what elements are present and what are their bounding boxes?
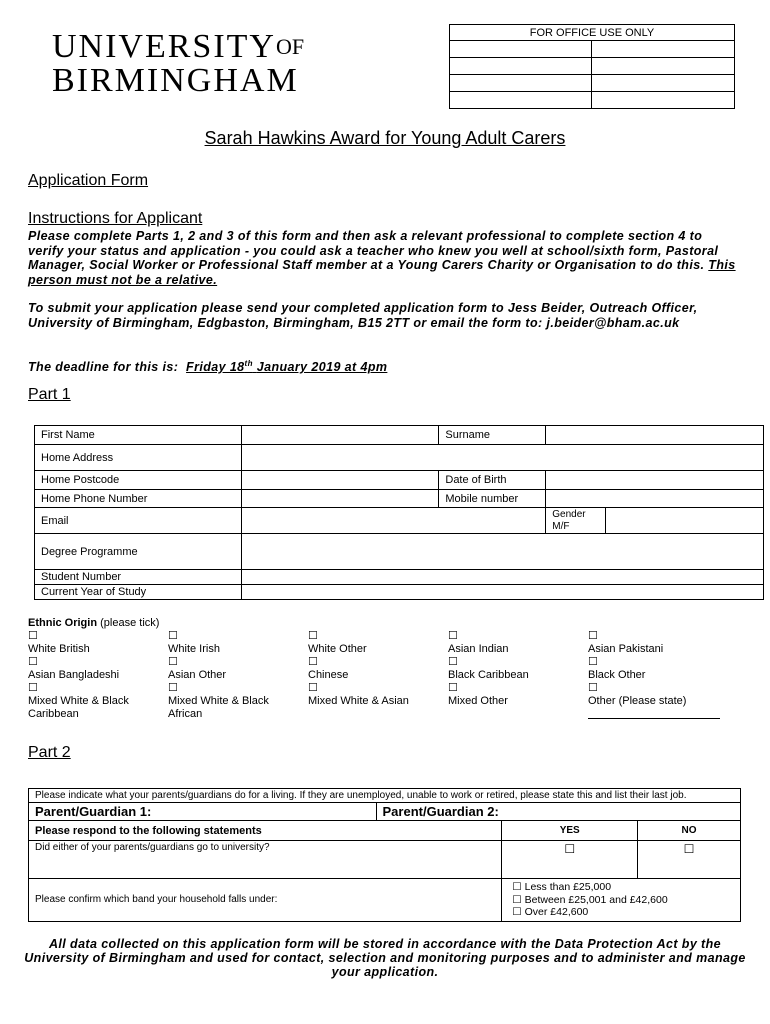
office-cell <box>592 58 735 75</box>
ethnic-option <box>448 630 578 656</box>
ethnic-checkbox[interactable]: ☐ <box>308 656 318 668</box>
ethnic-option-label: Mixed White & Black African <box>168 695 269 720</box>
ethnic-checkbox[interactable]: ☐ <box>28 682 38 694</box>
current-year-field[interactable] <box>241 585 763 600</box>
ethnic-option <box>308 630 438 656</box>
ethnic-option-label: Black Caribbean <box>448 669 529 681</box>
office-cell <box>592 41 735 58</box>
other-state-line[interactable] <box>588 718 720 719</box>
deadline-day: Friday 18 <box>186 360 245 375</box>
band-25k-42k-checkbox[interactable]: ☐ Between £25,001 and £42,600 <box>512 893 668 906</box>
band-over-42k-checkbox[interactable]: ☐ Over £42,600 <box>512 906 589 918</box>
home-postcode-field[interactable] <box>241 471 439 490</box>
ethnic-option <box>28 656 158 682</box>
submission-paragraph: To submit your application please send your completed application form to Jess Beider, Outreach Officer, University of Birmingham, Edgbaston, Birmingham, B15 2TT or email the form to: j.beider@bham.ac.uk <box>28 301 698 330</box>
ethnic-option-label: Asian Other <box>168 669 227 681</box>
ethnic-option <box>588 630 718 656</box>
first-name-field[interactable] <box>241 426 439 445</box>
ethnic-option-label: Mixed Other <box>448 695 508 707</box>
band-under-25k-checkbox[interactable]: ☐ Less than £25,000 <box>512 881 612 893</box>
degree-field[interactable] <box>241 534 763 570</box>
ethnic-option-label: Other (Please state) <box>588 695 687 707</box>
instructions-heading: Instructions for Applicant <box>28 210 203 227</box>
university-yes-checkbox[interactable]: ☐ <box>502 841 638 879</box>
ethnic-option-label: White British <box>28 643 90 655</box>
data-protection-notice: All data collected on this application form will be stored in accordance with the Data Protection Act by the University of Birmingham and used for contact, selection and monitoring purposes and to administer and manage your application. <box>24 937 746 979</box>
ethnic-option <box>168 656 298 682</box>
deadline-label: The deadline for this is: <box>28 360 179 375</box>
ethnic-origin-hint: (please tick) <box>100 617 160 629</box>
current-year-label: Current Year of Study <box>35 585 242 600</box>
office-use-table <box>449 24 735 109</box>
surname-field[interactable] <box>546 426 764 445</box>
ethnic-option <box>448 682 578 708</box>
deadline-sup: th <box>244 359 253 368</box>
ethnic-checkbox[interactable]: ☐ <box>168 682 178 694</box>
ethnic-option <box>168 630 298 656</box>
ethnic-option <box>588 682 718 708</box>
ethnic-option <box>588 656 718 682</box>
dob-label: Date of Birth <box>439 471 546 490</box>
ethnic-option-label: Asian Indian <box>448 643 509 655</box>
ethnic-checkbox[interactable]: ☐ <box>588 630 598 642</box>
ethnic-option-label: Asian Pakistani <box>588 643 664 655</box>
office-cell <box>450 75 592 92</box>
email-field[interactable] <box>241 508 546 534</box>
office-cell <box>450 41 592 58</box>
ethnic-option-label: White Other <box>308 643 367 655</box>
instructions-paragraph <box>28 229 738 287</box>
ethnic-checkbox[interactable]: ☐ <box>588 656 598 668</box>
email-label: Email <box>35 508 242 534</box>
ethnic-option-label: Chinese <box>308 669 349 681</box>
office-cell <box>592 92 735 109</box>
ethnic-checkbox[interactable]: ☐ <box>308 630 318 642</box>
ethnic-option <box>28 682 158 721</box>
home-address-field[interactable] <box>241 445 763 471</box>
application-form-heading: Application Form <box>28 172 149 189</box>
ethnic-origin-section <box>28 617 728 629</box>
ethnic-option-label: Black Other <box>588 669 646 681</box>
deadline-rest: January 2019 at 4pm <box>256 360 388 375</box>
income-band-options <box>502 879 741 922</box>
respond-statements: Please respond to the following statements <box>29 821 502 841</box>
gender-label: Gender M/F <box>546 508 606 534</box>
parent-guardian-2[interactable]: Parent/Guardian 2: <box>376 803 740 821</box>
student-number-label: Student Number <box>35 570 242 585</box>
relative-warning: This person must not be a relative. <box>28 258 736 287</box>
ethnic-checkbox[interactable]: ☐ <box>588 682 598 694</box>
personal-details-table <box>34 425 764 600</box>
first-name-label: First Name <box>35 426 242 445</box>
university-no-checkbox[interactable]: ☐ <box>638 841 741 879</box>
student-number-field[interactable] <box>241 570 763 585</box>
logo-line-university: UNIVERSITY <box>52 28 276 65</box>
mobile-label: Mobile number <box>439 490 546 508</box>
page-title: Sarah Hawkins Award for Young Adult Carers <box>204 128 566 148</box>
office-cell <box>592 75 735 92</box>
ethnic-checkbox[interactable]: ☐ <box>28 656 38 668</box>
ethnic-option-label: Mixed White & Black Caribbean <box>28 695 129 720</box>
ethnic-option <box>168 682 298 721</box>
dob-field[interactable] <box>546 471 764 490</box>
no-header: NO <box>638 821 741 841</box>
mobile-field[interactable] <box>546 490 764 508</box>
ethnic-option <box>448 656 578 682</box>
part1-heading: Part 1 <box>28 386 71 403</box>
ethnic-checkbox[interactable]: ☐ <box>448 682 458 694</box>
ethnic-checkbox[interactable]: ☐ <box>448 656 458 668</box>
ethnic-option-label: Asian Bangladeshi <box>28 669 120 681</box>
ethnic-origin-label: Ethnic Origin <box>28 617 98 629</box>
ethnic-option-label: Mixed White & Asian <box>308 695 409 707</box>
gender-field[interactable] <box>606 508 764 534</box>
home-postcode-label: Home Postcode <box>35 471 242 490</box>
ethnic-checkbox[interactable]: ☐ <box>168 656 178 668</box>
ethnic-checkbox[interactable]: ☐ <box>308 682 318 694</box>
logo-line-birmingham: BIRMINGHAM <box>52 62 299 99</box>
ethnic-checkbox[interactable]: ☐ <box>448 630 458 642</box>
part2-heading: Part 2 <box>28 744 71 761</box>
home-address-label: Home Address <box>35 445 242 471</box>
parent-guardian-1[interactable]: Parent/Guardian 1: <box>29 803 377 821</box>
ethnic-option <box>308 656 438 682</box>
degree-label: Degree Programme <box>35 534 242 570</box>
income-band-question: Please confirm which band your household falls under: <box>29 879 502 922</box>
parents-intro: Please indicate what your parents/guardians do for a living. If they are unemployed, unable to work or retired, please state this and list their last job. <box>29 789 741 803</box>
home-phone-field[interactable] <box>241 490 439 508</box>
ethnic-checkbox[interactable]: ☐ <box>168 630 178 642</box>
parents-table <box>28 788 741 922</box>
logo-of: OF <box>275 34 305 59</box>
ethnic-option <box>308 682 438 708</box>
ethnic-checkbox[interactable]: ☐ <box>28 630 38 642</box>
office-use-header: FOR OFFICE USE ONLY <box>450 25 735 41</box>
surname-label: Surname <box>439 426 546 445</box>
university-question: Did either of your parents/guardians go to university? <box>29 841 502 879</box>
ethnic-option-label: White Irish <box>168 643 220 655</box>
deadline-line <box>28 357 738 375</box>
ethnic-option <box>28 630 158 656</box>
office-cell <box>450 92 592 109</box>
office-cell <box>450 58 592 75</box>
home-phone-label: Home Phone Number <box>35 490 242 508</box>
instructions-text: Please complete Parts 1, 2 and 3 of this form and then ask a relevant professional to complete section 4 to verify your status and application - you could ask a teacher who knew you well at school/sixth form, Pastoral Manager, Social Worker or Professional Staff member at a Young Carers Charity or Organisation to do this. <box>28 229 719 272</box>
university-logo <box>52 30 304 98</box>
yes-header: YES <box>502 821 638 841</box>
